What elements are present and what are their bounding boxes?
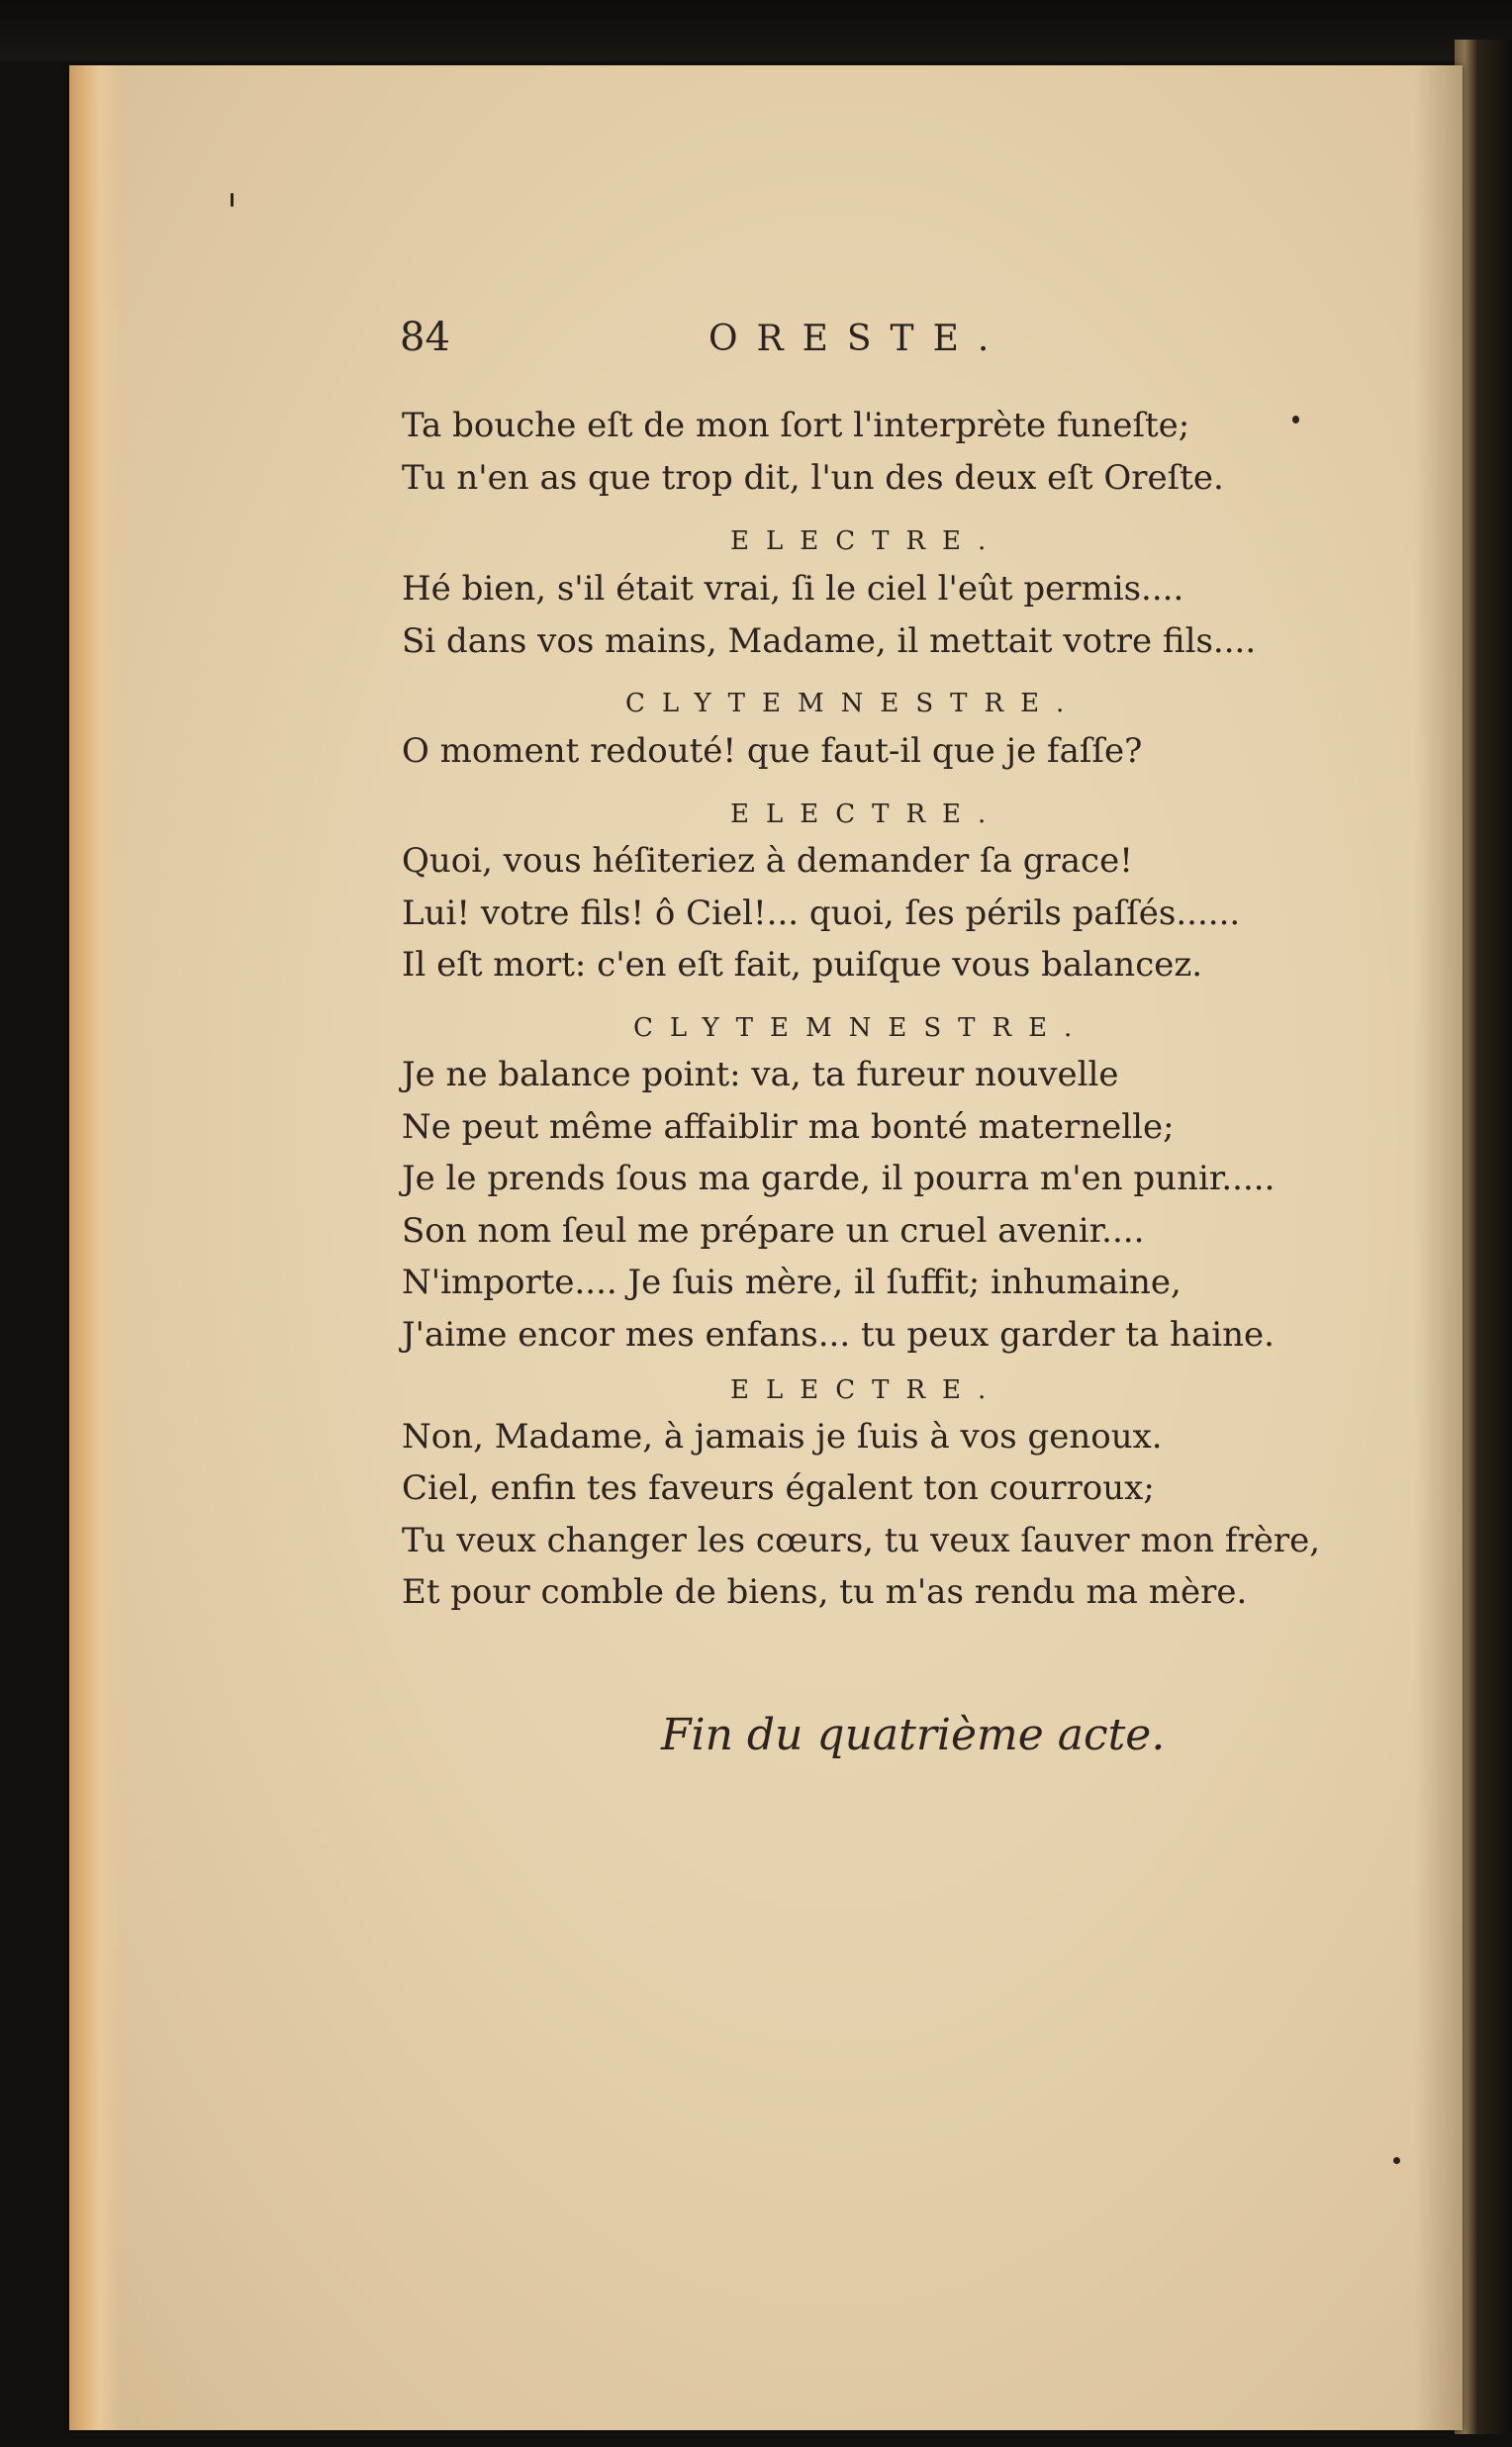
page-left-edge-discoloration xyxy=(69,65,121,2430)
verse-line: Je le prends ſous ma garde, il pourra m'en punir..... xyxy=(402,1159,1276,1198)
page-number: 84 xyxy=(400,315,450,360)
verse-line: Je ne balance point: va, ta fureur nouvelle xyxy=(402,1055,1119,1094)
act-ending-caption: Fin du quatrième acte. xyxy=(661,1710,1166,1760)
speaker-name: CLYTEMNESTRE. xyxy=(633,1013,1089,1043)
ink-speck xyxy=(1292,416,1299,424)
verse-line: Tu veux changer les cœurs, tu veux ſauver mon frère, xyxy=(402,1521,1321,1560)
speaker-name: ELECTRE. xyxy=(730,1375,1003,1405)
running-title: ORESTE. xyxy=(709,319,1008,359)
verse-line: Non, Madame, à jamais je ſuis à vos genoux. xyxy=(402,1417,1163,1457)
verse-line: Il eſt mort: c'en eſt fait, puiſque vous balancez. xyxy=(402,945,1203,985)
verse-line: Si dans vos mains, Madame, il mettait votre fils.... xyxy=(402,621,1257,661)
verse-line: N'importe.... Je ſuis mère, il ſuffit; inhumaine, xyxy=(402,1263,1181,1302)
book-page-edges xyxy=(1455,40,1512,2434)
verse-line: Quoi, vous héſiteriez à demander ſa grace! xyxy=(402,841,1133,881)
verse-line: O moment redouté! que faut-il que je faſſe? xyxy=(402,731,1143,771)
ink-speck xyxy=(1393,2157,1400,2164)
verse-line: Hé bien, s'il était vrai, ſi le ciel l'eût permis.... xyxy=(402,569,1184,609)
speaker-name: ELECTRE. xyxy=(730,800,1003,829)
verse-line: Ciel, enfin tes faveurs égalent ton courroux; xyxy=(402,1468,1155,1508)
speaker-name: CLYTEMNESTRE. xyxy=(625,689,1082,718)
verse-line: Ne peut même affaiblir ma bonté maternelle; xyxy=(402,1107,1175,1147)
page-gutter-shadow xyxy=(1415,65,1463,2430)
verse-line: Et pour comble de biens, tu m'as rendu ma mère. xyxy=(402,1572,1248,1612)
scan-top-border xyxy=(0,0,1512,61)
speaker-name: ELECTRE. xyxy=(730,526,1003,556)
verse-line: Ta bouche eſt de mon ſort l'interprète funeſte; xyxy=(402,406,1190,445)
verse-line: Son nom ſeul me prépare un cruel avenir.... xyxy=(402,1211,1145,1251)
verse-line: J'aime encor mes enfans... tu peux garder ta haine. xyxy=(402,1315,1275,1355)
verse-line: Tu n'en as que trop dit, l'un des deux eſt Oreſte. xyxy=(402,458,1224,498)
ink-speck xyxy=(231,193,234,207)
verse-line: Lui! votre fils! ô Ciel!... quoi, ſes périls paſſés...... xyxy=(402,894,1241,933)
